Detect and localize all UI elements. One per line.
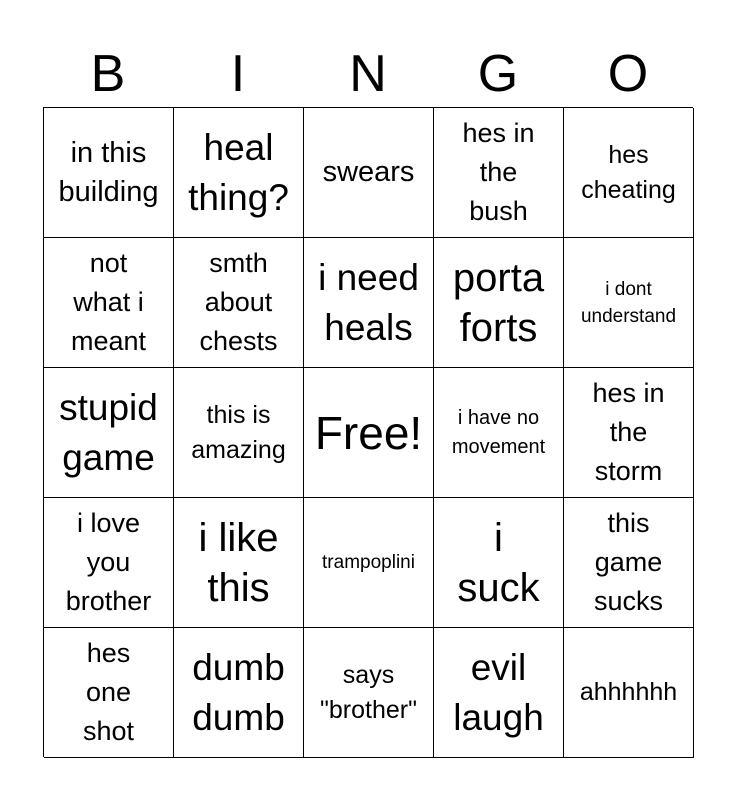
cell-text: hes in the bush: [462, 118, 535, 226]
header-letter-n: N: [349, 45, 387, 103]
bingo-board: [43, 107, 693, 757]
bingo-cell[interactable]: [174, 108, 304, 238]
bingo-cell[interactable]: [564, 498, 694, 628]
cell-text: stupid game: [59, 386, 158, 478]
cell-text: evil laugh: [453, 646, 544, 738]
cell-text: porta forts: [452, 255, 545, 350]
bingo-cell[interactable]: [564, 368, 694, 498]
bingo-cell[interactable]: [304, 108, 434, 238]
cell-text: this game sucks: [593, 508, 664, 616]
cell-text: i love you brother: [65, 508, 152, 616]
bingo-header: [43, 40, 693, 108]
cell-text: heal thing?: [188, 126, 289, 218]
bingo-cell[interactable]: [174, 628, 304, 758]
cell-text: i suck: [457, 515, 540, 610]
bingo-cell[interactable]: [44, 108, 174, 238]
cell-text: this is amazing: [191, 400, 286, 464]
bingo-cell[interactable]: [44, 498, 174, 628]
cell-text: hes one shot: [82, 638, 135, 746]
bingo-cell[interactable]: [174, 238, 304, 368]
cell-text: dumb dumb: [192, 646, 285, 738]
header-letter-i: I: [230, 45, 246, 103]
bingo-cell[interactable]: [564, 628, 694, 758]
bingo-cell[interactable]: [434, 628, 564, 758]
bingo-cell[interactable]: [44, 368, 174, 498]
free-space-label: Free!: [314, 406, 423, 459]
bingo-cell[interactable]: [174, 498, 304, 628]
bingo-cell[interactable]: [304, 628, 434, 758]
bingo-cell[interactable]: [174, 368, 304, 498]
bingo-cell[interactable]: [434, 108, 564, 238]
header-letter-o: O: [607, 45, 649, 103]
cell-text: i need heals: [318, 256, 419, 348]
cell-text: i like this: [198, 515, 279, 610]
header-letter-b: B: [90, 45, 126, 103]
bingo-cell[interactable]: [44, 238, 174, 368]
bingo-cell[interactable]: [304, 238, 434, 368]
cell-text: in this building: [58, 136, 159, 208]
cell-text: hes in the storm: [592, 378, 665, 486]
cell-text: i have no movement: [451, 406, 546, 458]
cell-text: swears: [322, 156, 415, 188]
cell-text: ahhhhhh: [579, 678, 678, 706]
bingo-cell[interactable]: [564, 108, 694, 238]
header-letter-g: G: [477, 45, 519, 103]
bingo-cell free-space[interactable]: [304, 368, 434, 498]
cell-text: says "brother": [320, 660, 417, 724]
cell-text: trampoplini: [322, 552, 415, 573]
bingo-cell[interactable]: [434, 368, 564, 498]
cell-text: hes cheating: [581, 140, 676, 204]
bingo-cell[interactable]: [304, 498, 434, 628]
bingo-cell[interactable]: [564, 238, 694, 368]
cell-text: smth about chests: [199, 248, 278, 356]
bingo-cell[interactable]: [44, 628, 174, 758]
bingo-cell[interactable]: [434, 498, 564, 628]
bingo-cell[interactable]: [434, 238, 564, 368]
cell-text: i dont understand: [580, 278, 677, 327]
cell-text: not what i meant: [70, 248, 147, 356]
